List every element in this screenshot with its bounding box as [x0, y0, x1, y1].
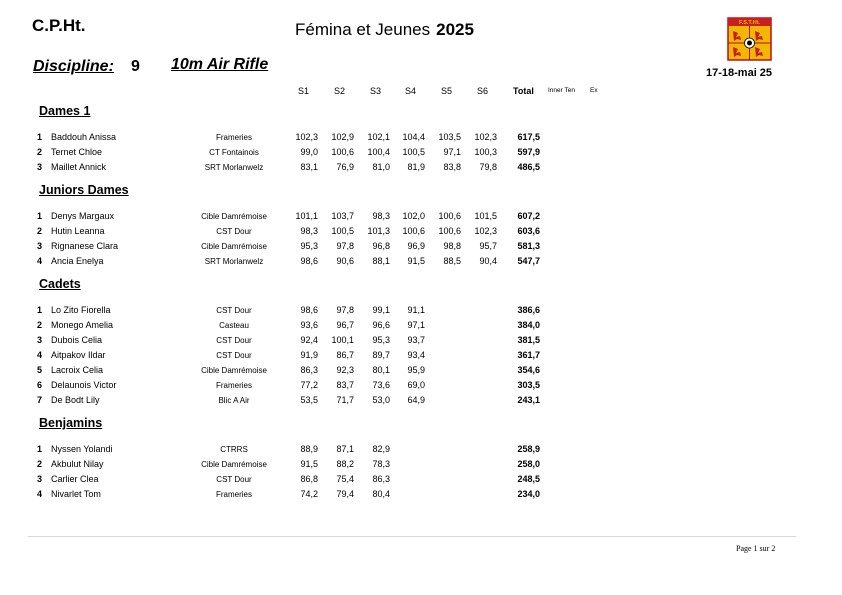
logo-text: F.S.T.Ht.	[738, 20, 761, 27]
score-s4: 97,1	[407, 320, 425, 330]
shooter-name: Hutin Leanna	[51, 226, 105, 236]
shooter-name: Carlier Clea	[51, 474, 99, 484]
score-s2: 76,9	[336, 162, 354, 172]
club-name: Blic A Air	[218, 396, 250, 405]
club-name: Frameries	[215, 490, 253, 499]
score-s1: 91,5	[300, 459, 318, 469]
score-s1: 93,6	[300, 320, 318, 330]
score-s5: 83,8	[443, 162, 461, 172]
score-s1: 101,1	[295, 211, 318, 221]
rank: 3	[37, 474, 43, 484]
score-s5: 100,6	[438, 226, 461, 236]
column-header-s3: S3	[370, 86, 382, 96]
rank: 2	[37, 147, 43, 157]
club-name: CT Fontainois	[209, 148, 259, 157]
club-name: SRT Morlanwelz	[204, 257, 264, 266]
score-s4: 91,1	[407, 305, 425, 315]
score-s4: 96,9	[407, 241, 425, 251]
total-score: 581,3	[517, 241, 540, 251]
score-s3: 73,6	[372, 380, 390, 390]
rank: 4	[37, 256, 43, 266]
shooter-name: Dubois Celia	[51, 335, 103, 345]
total-score: 617,5	[517, 132, 540, 142]
score-s2: 86,7	[336, 350, 354, 360]
score-s2: 90,6	[336, 256, 354, 266]
shooter-name: Denys Margaux	[51, 211, 115, 221]
result-row	[0, 444, 842, 458]
club-name: Cible Damrémoise	[201, 460, 267, 469]
score-s5: 100,6	[438, 211, 461, 221]
score-s3: 78,3	[372, 459, 390, 469]
rank: 5	[37, 365, 43, 375]
shooter-name: Nivarlet Tom	[51, 489, 101, 499]
score-s6: 102,3	[474, 132, 497, 142]
score-s3: 82,9	[372, 444, 390, 454]
club-name: Cible Damrémoise	[201, 366, 267, 375]
score-s1: 98,3	[300, 226, 318, 236]
result-row	[0, 241, 842, 255]
score-s1: 86,3	[300, 365, 318, 375]
total-score: 486,5	[517, 162, 540, 172]
score-s1: 83,1	[300, 162, 318, 172]
score-s4: 93,7	[407, 335, 425, 345]
shooter-name: Ternet Chloe	[51, 147, 103, 157]
total-score: 234,0	[517, 489, 540, 499]
score-s4: 69,0	[407, 380, 425, 390]
score-s3: 98,3	[372, 211, 390, 221]
score-s3: 100,4	[367, 147, 390, 157]
result-row	[0, 320, 842, 334]
shooter-name: De Bodt Lily	[51, 395, 100, 405]
score-s2: 103,7	[331, 211, 354, 221]
score-s2: 97,8	[336, 305, 354, 315]
organization-name: C.P.Ht.	[32, 16, 86, 35]
score-s3: 96,6	[372, 320, 390, 330]
total-score: 303,5	[517, 380, 540, 390]
rank: 3	[37, 335, 43, 345]
result-row	[0, 474, 842, 488]
shooter-name: Monego Amelia	[51, 320, 114, 330]
score-s3: 101,3	[367, 226, 390, 236]
score-s6: 102,3	[474, 226, 497, 236]
score-s4: 100,5	[402, 147, 425, 157]
document-title	[295, 20, 474, 40]
score-s2: 83,7	[336, 380, 354, 390]
score-s3: 81,0	[372, 162, 390, 172]
score-s1: 53,5	[300, 395, 318, 405]
score-s4: 102,0	[402, 211, 425, 221]
result-row	[0, 147, 842, 161]
score-s2: 75,4	[336, 474, 354, 484]
shooter-name: Delaunois Victor	[51, 380, 117, 390]
club-name: CST Dour	[216, 306, 252, 315]
category-heading: Benjamins	[39, 416, 103, 430]
score-s2: 92,3	[336, 365, 354, 375]
club-name: SRT Morlanwelz	[204, 163, 264, 172]
column-header-s4: S4	[405, 86, 417, 96]
score-s1: 91,9	[300, 350, 318, 360]
score-s1: 74,2	[300, 489, 318, 499]
score-s3: 53,0	[372, 395, 390, 405]
score-s6: 79,8	[479, 162, 497, 172]
rank: 1	[37, 305, 43, 315]
total-score: 354,6	[517, 365, 540, 375]
score-s2: 97,8	[336, 241, 354, 251]
discipline-number: 9	[131, 58, 140, 75]
shooter-name: Rignanese Clara	[51, 241, 119, 251]
score-s2: 88,2	[336, 459, 354, 469]
column-header-ex: Ex	[590, 87, 598, 94]
shooter-name: Maillet Annick	[51, 162, 107, 172]
rank: 2	[37, 226, 43, 236]
score-s6: 95,7	[479, 241, 497, 251]
discipline-name: 10m Air Rifle	[171, 56, 269, 73]
score-s6: 101,5	[474, 211, 497, 221]
rank: 4	[37, 350, 43, 360]
score-s2: 100,1	[331, 335, 354, 345]
score-s5: 98,8	[443, 241, 461, 251]
rank: 6	[37, 380, 43, 390]
total-score: 597,9	[517, 147, 540, 157]
rank: 7	[37, 395, 43, 405]
discipline-label: Discipline:	[33, 58, 114, 75]
score-s2: 87,1	[336, 444, 354, 454]
club-name: Frameries	[215, 133, 253, 142]
score-s6: 90,4	[479, 256, 497, 266]
club-name: Casteau	[219, 321, 249, 330]
score-s1: 88,9	[300, 444, 318, 454]
score-s3: 86,3	[372, 474, 390, 484]
score-s1: 92,4	[300, 335, 318, 345]
score-s5: 88,5	[443, 256, 461, 266]
score-s1: 99,0	[300, 147, 318, 157]
column-header-s2: S2	[334, 86, 346, 96]
score-s4: 91,5	[407, 256, 425, 266]
shooter-name: Akbulut Nilay	[51, 459, 104, 469]
score-s4: 104,4	[402, 132, 425, 142]
shooter-name: Lacroix Celia	[51, 365, 104, 375]
total-score: 258,0	[517, 459, 540, 469]
total-score: 258,9	[517, 444, 540, 454]
result-row	[0, 350, 842, 364]
club-name: CST Dour	[216, 336, 252, 345]
score-s4: 93,4	[407, 350, 425, 360]
result-row	[0, 335, 842, 349]
result-row	[0, 162, 842, 176]
score-s1: 77,2	[300, 380, 318, 390]
column-header-s5: S5	[441, 86, 453, 96]
score-s4: 81,9	[407, 162, 425, 172]
score-s3: 80,4	[372, 489, 390, 499]
total-score: 248,5	[517, 474, 540, 484]
result-row	[0, 365, 842, 379]
total-score: 381,5	[517, 335, 540, 345]
column-header-total: Total	[513, 86, 534, 96]
score-s2: 71,7	[336, 395, 354, 405]
club-name: Cible Damrémoise	[201, 212, 267, 221]
club-name: CST Dour	[216, 351, 252, 360]
title-year: 2025	[436, 20, 474, 39]
shooter-name: Aitpakov Ildar	[51, 350, 106, 360]
result-row	[0, 211, 842, 225]
score-s2: 100,5	[331, 226, 354, 236]
result-row	[0, 226, 842, 240]
rank: 1	[37, 132, 43, 142]
rank: 2	[37, 320, 43, 330]
rank: 4	[37, 489, 43, 499]
club-name: Frameries	[215, 381, 253, 390]
score-s3: 102,1	[367, 132, 390, 142]
score-s1: 98,6	[300, 305, 318, 315]
score-s3: 99,1	[372, 305, 390, 315]
shooter-name: Lo Zito Fiorella	[51, 305, 111, 315]
score-s3: 88,1	[372, 256, 390, 266]
score-s3: 89,7	[372, 350, 390, 360]
total-score: 384,0	[517, 320, 540, 330]
score-s2: 100,6	[331, 147, 354, 157]
category-heading: Cadets	[39, 277, 81, 291]
score-s6: 100,3	[474, 147, 497, 157]
result-row	[0, 459, 842, 473]
result-row	[0, 132, 842, 146]
column-header-s6: S6	[477, 86, 489, 96]
result-row	[0, 305, 842, 319]
result-row	[0, 256, 842, 270]
federation-logo	[727, 17, 772, 61]
column-header-inner-ten: Inner Ten	[548, 87, 575, 94]
score-s4: 64,9	[407, 395, 425, 405]
shooter-name: Ancia Enelya	[51, 256, 104, 266]
category-heading: Dames 1	[39, 104, 91, 118]
event-dates: 17-18-mai 25	[706, 67, 773, 79]
total-score: 386,6	[517, 305, 540, 315]
result-row	[0, 489, 842, 503]
score-s2: 96,7	[336, 320, 354, 330]
result-row	[0, 395, 842, 409]
score-s2: 102,9	[331, 132, 354, 142]
club-name: CST Dour	[216, 475, 252, 484]
title-text: Fémina et Jeunes	[295, 20, 431, 39]
score-s3: 96,8	[372, 241, 390, 251]
footer-divider	[28, 536, 796, 537]
total-score: 243,1	[517, 395, 540, 405]
score-s1: 98,6	[300, 256, 318, 266]
club-name: Cible Damrémoise	[201, 242, 267, 251]
club-name: CST Dour	[216, 227, 252, 236]
club-name: CTRRS	[220, 445, 248, 454]
score-s1: 86,8	[300, 474, 318, 484]
score-s4: 100,6	[402, 226, 425, 236]
category-heading: Juniors Dames	[39, 183, 129, 197]
result-row	[0, 380, 842, 394]
score-s3: 95,3	[372, 335, 390, 345]
shooter-name: Nyssen Yolandi	[51, 444, 113, 454]
score-s4: 95,9	[407, 365, 425, 375]
page-number: Page 1 sur 2	[736, 544, 776, 553]
column-header-s1: S1	[298, 86, 310, 96]
total-score: 361,7	[517, 350, 540, 360]
score-s5: 103,5	[438, 132, 461, 142]
rank: 3	[37, 162, 43, 172]
shooter-name: Baddouh Anissa	[51, 132, 117, 142]
rank: 2	[37, 459, 43, 469]
rank: 1	[37, 444, 43, 454]
total-score: 547,7	[517, 256, 540, 266]
rank: 1	[37, 211, 43, 221]
score-s5: 97,1	[443, 147, 461, 157]
total-score: 607,2	[517, 211, 540, 221]
score-s1: 95,3	[300, 241, 318, 251]
score-s1: 102,3	[295, 132, 318, 142]
score-s2: 79,4	[336, 489, 354, 499]
rank: 3	[37, 241, 43, 251]
score-s3: 80,1	[372, 365, 390, 375]
total-score: 603,6	[517, 226, 540, 236]
